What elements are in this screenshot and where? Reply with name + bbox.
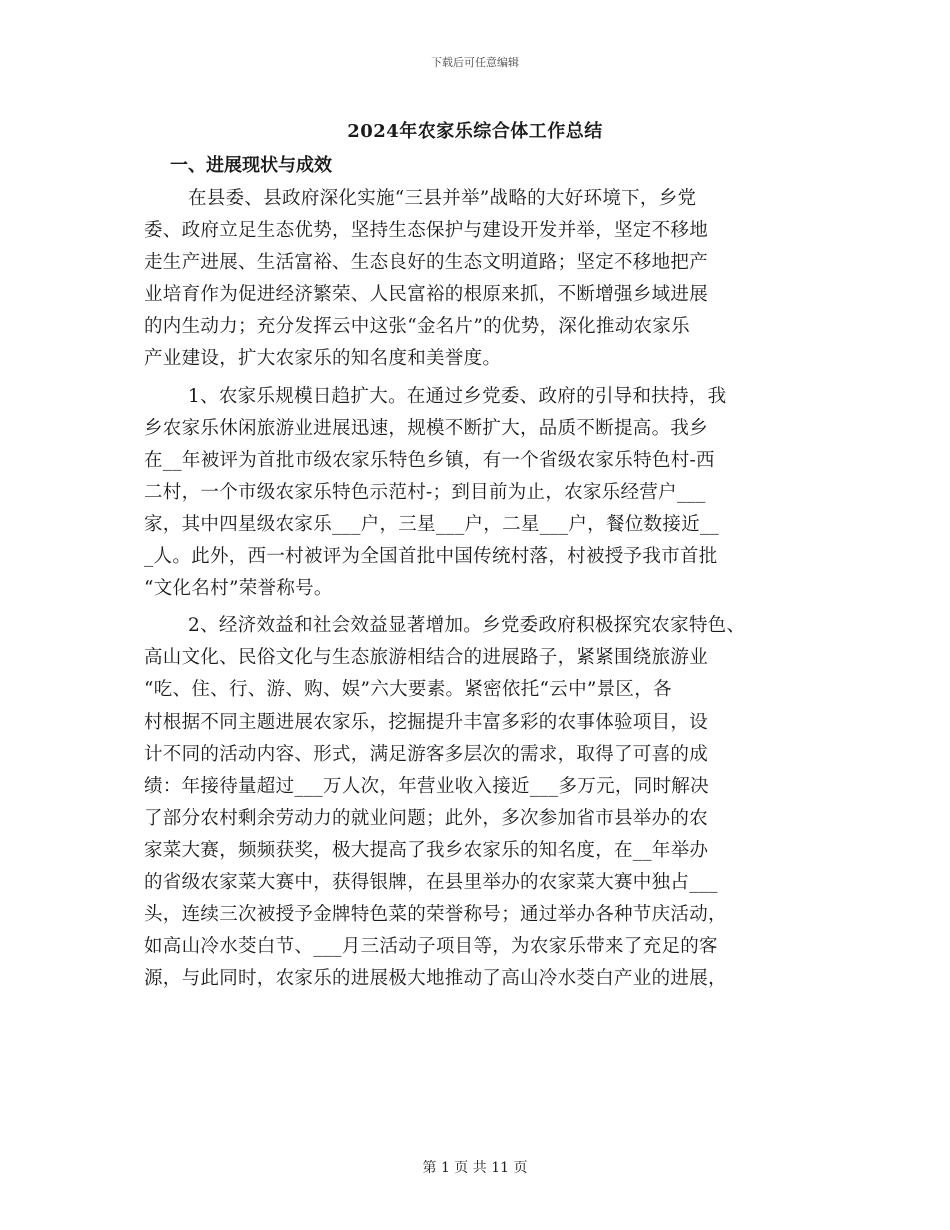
paragraph-line: 头，连续三次被授予金牌特色菜的荣誉称号；通过举办各种节庆活动， (144, 904, 727, 926)
paragraph-line: 乡农家乐休闲旅游业进展迅速，规模不断扩大，品质不断提高。我乡 (144, 417, 709, 439)
paragraph-line: 计不同的活动内容、形式，满足游客多层次的需求，取得了可喜的成 (144, 743, 709, 765)
paragraph-line: 在县委、县政府深化实施“三县并举”战略的大好环境下，乡党 (188, 188, 697, 209)
paragraph-line: 的省级农家菜大赛中，获得银牌，在县里举办的农家菜大赛中独占___ (144, 871, 718, 893)
paragraph-line: 了部分农村剩余劳动力的就业问题；此外，多次参加省市县举办的农 (144, 807, 709, 829)
document-title: 2024年农家乐综合体工作总结 (347, 121, 603, 142)
paragraph-line: “文化名村”荣誉称号。 (144, 578, 333, 600)
paragraph-line: 在__年被评为首批市级农家乐特色乡镇，有一个省级农家乐特色村-西 (144, 449, 715, 471)
paragraph-line: 家菜大赛，频频获奖，极大提高了我乡农家乐的知名度，在__年举办 (144, 839, 709, 861)
paragraph-line: 产业建设，扩大农家乐的知名度和美誉度。 (144, 348, 502, 370)
paragraph-line: 委、政府立足生态优势，坚持生态保护与建设开发并举，坚定不移地 (144, 220, 709, 242)
paragraph-line: 2、经济效益和社会效益显著增加。乡党委政府积极探究农家特色、 (188, 615, 746, 637)
paragraph-line: 高山文化、民俗文化与生态旅游相结合的进展路子，紧紧围绕旅游业 (144, 647, 709, 669)
page-footer: 第 1 页 共 11 页 (422, 1160, 528, 1176)
paragraph-line: 村根据不同主题进展农家乐，挖掘提升丰富多彩的农事体验项目，设 (144, 711, 709, 733)
paragraph-line: 1、农家乐规模日趋扩大。在通过乡党委、政府的引导和扶持，我 (188, 385, 727, 407)
section-heading: 一、进展现状与成效 (170, 155, 332, 176)
paragraph-line: 走生产进展、生活富裕、生态良好的生态文明道路；坚定不移地把产 (144, 252, 709, 274)
paragraph-line: 绩：年接待量超过___万人次，年营业收入接近___多万元，同时解决 (144, 775, 709, 797)
paragraph-line: “吃、住、行、游、购、娱”六大要素。紧密依托“云中”景区，各 (144, 679, 672, 701)
paragraph-line: 业培育作为促进经济繁荣、人民富裕的根原来抓，不断增强乡域进展 (144, 284, 709, 306)
paragraph-line: 如高山冷水茭白节、___月三活动子项目等，为农家乐带来了充足的客 (144, 936, 718, 958)
paragraph-line: 源，与此同时，农家乐的进展极大地推动了高山冷水茭白产业的进展， (144, 968, 727, 990)
paragraph-line: 二村，一个市级农家乐特色示范村-；到目前为止，农家乐经营户___ (144, 481, 706, 503)
paragraph-line: 家，其中四星级农家乐___户，三星___户，二星___户，餐位数接近__ (144, 513, 720, 535)
paragraph-line: _人。此外，西一村被评为全国首批中国传统村落，村被授予我市首批 (144, 546, 718, 568)
body-text (144, 183, 804, 995)
header-note: 下载后可任意编辑 (431, 56, 519, 69)
paragraph-line: 的内生动力；充分发挥云中这张“金名片”的优势，深化推动农家乐 (144, 316, 690, 338)
